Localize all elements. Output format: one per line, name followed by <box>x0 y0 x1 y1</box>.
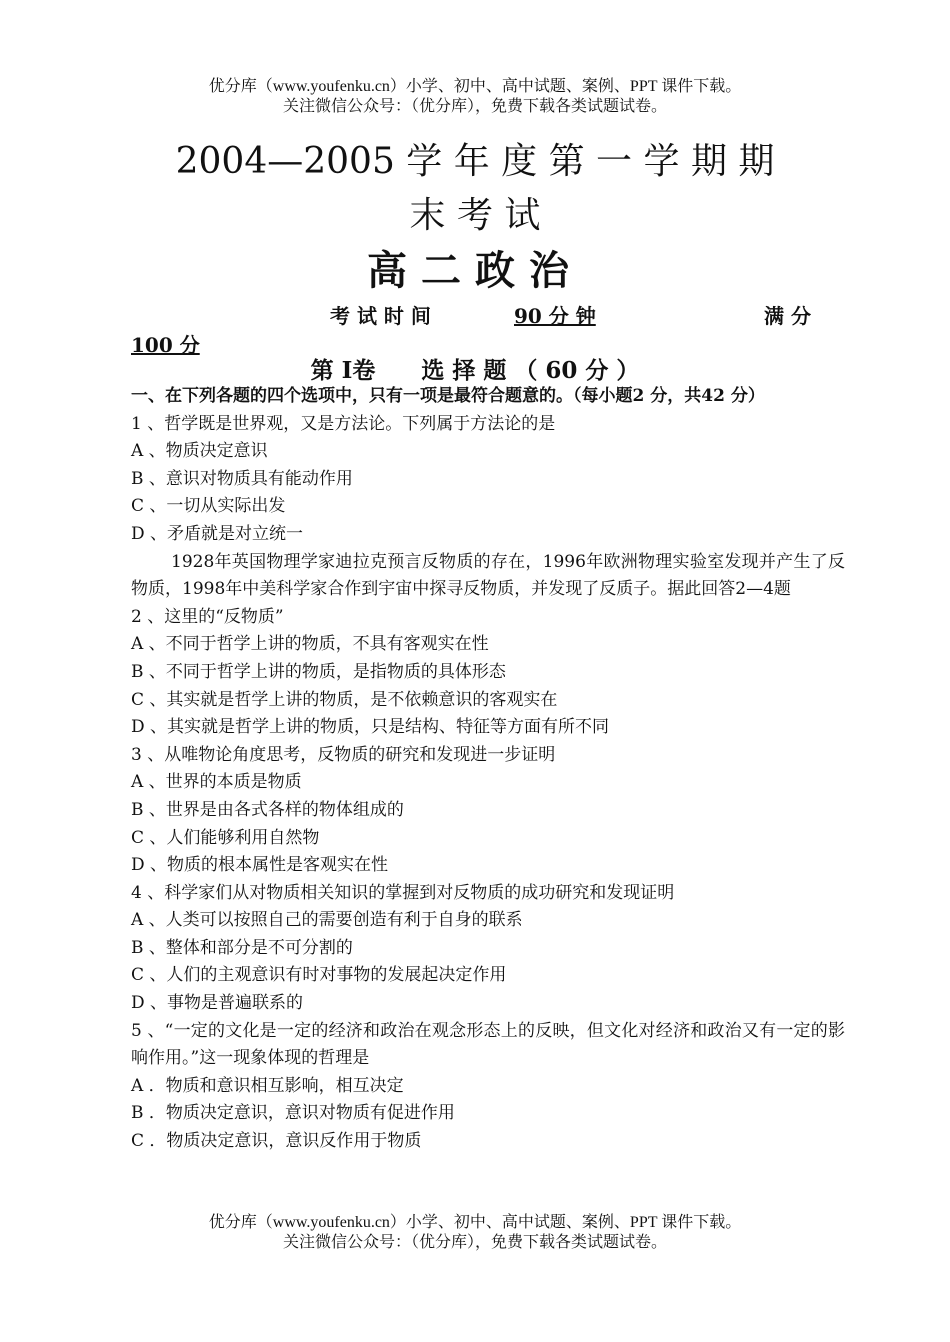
reading-passage: 1928年英国物理学家迪拉克预言反物质的存在，1996年欧洲物理实验室发现并产生了反物质，1998年中美科学家合作到宇宙中探寻反物质，并发现了反质子。据此回答2—4题 <box>131 551 845 600</box>
watermark-line-1: 优分库（www.youfenku.cn）小学、初中、高中试题、案例、PPT 课件下载。 <box>208 78 742 95</box>
question-4-option-b: B 、整体和部分是不可分割的 <box>131 937 353 958</box>
question-5-option-a: A ．物质和意识相互影响，相互决定 <box>131 1075 404 1096</box>
exam-subject: 高二政治 <box>367 247 583 294</box>
question-1-option-a: A 、物质决定意识 <box>131 441 268 462</box>
question-4-stem: 4 、科学家们从对物质相关知识的掌握到对反物质的成功研究和发现证明 <box>131 882 675 903</box>
watermark-line-2: 关注微信公众号：（优分库），免费下载各类试题试卷。 <box>282 98 667 115</box>
watermark-footer <box>0 1213 950 1253</box>
question-2-option-a: A 、不同于哲学上讲的物质，不具有客观实在性 <box>131 634 489 655</box>
exam-score-value: 100 分 <box>131 333 200 357</box>
question-1-stem: 1 、哲学既是世界观，又是方法论。下列属于方法论的是 <box>131 413 556 434</box>
question-4-option-a: A 、人类可以按照自己的需要创造有利于自身的联系 <box>131 910 523 931</box>
question-1-option-d: D 、矛盾就是对立统一 <box>131 523 304 544</box>
question-4-option-c: C 、人们的主观意识有时对事物的发展起决定作用 <box>131 965 507 986</box>
question-2-stem: 2 、这里的“反物质” <box>131 606 284 627</box>
question-5-stem: 5 、“一定的文化是一定的经济和政治在观念形态上的反映，但文化对经济和政治又有一定的影响作用。”这一现象体现的哲理是 <box>131 1020 845 1069</box>
question-3-option-a: A 、世界的本质是物质 <box>131 772 302 793</box>
exam-title-line-2: 末 考 试 <box>409 195 541 236</box>
question-3-stem: 3 、从唯物论角度思考，反物质的研究和发现进一步证明 <box>131 744 556 765</box>
exam-time-label: 考 试 时 间 <box>330 304 431 328</box>
question-3-option-b: B 、世界是由各式各样的物体组成的 <box>131 799 404 820</box>
watermark-footer-line-1: 优分库（www.youfenku.cn）小学、初中、高中试题、案例、PPT 课件下载。 <box>208 1214 742 1231</box>
watermark-footer-line-2: 关注微信公众号：（优分库），免费下载各类试题试卷。 <box>282 1234 667 1251</box>
question-2-option-b: B 、不同于哲学上讲的物质，是指物质的具体形态 <box>131 661 506 682</box>
exam-time-value: 90 分 钟 <box>514 304 596 328</box>
question-1-option-b: B 、意识对物质具有能动作用 <box>131 468 353 489</box>
exam-score-label: 满 分 <box>764 304 811 328</box>
question-2-option-d: D 、其实就是哲学上讲的物质，只是结构、特征等方面有所不同 <box>131 717 610 738</box>
watermark-header <box>0 77 950 117</box>
question-3-option-c: C 、人们能够利用自然物 <box>131 827 320 848</box>
question-5-option-b: B ．物质决定意识，意识对物质有促进作用 <box>131 1103 455 1124</box>
exam-title-line-1: 2004—2005 学 年 度 第 一 学 期 期 <box>175 141 775 182</box>
section-heading: 第 I卷 选 择 题 （ 60 分 ） <box>310 357 640 384</box>
question-content <box>131 383 845 1156</box>
question-2-option-c: C 、其实就是哲学上讲的物质，是不依赖意识的客观实在 <box>131 689 558 710</box>
question-3-option-d: D 、物质的根本属性是客观实在性 <box>131 855 389 876</box>
question-4-option-d: D 、事物是普遍联系的 <box>131 993 304 1014</box>
question-5-option-c: C ．物质决定意识，意识反作用于物质 <box>131 1131 422 1152</box>
section-instruction: 一、在下列各题的四个选项中，只有一项是最符合题意的。（每小题2 分，共42 分） <box>131 386 765 406</box>
question-1-option-c: C 、一切从实际出发 <box>131 496 286 517</box>
